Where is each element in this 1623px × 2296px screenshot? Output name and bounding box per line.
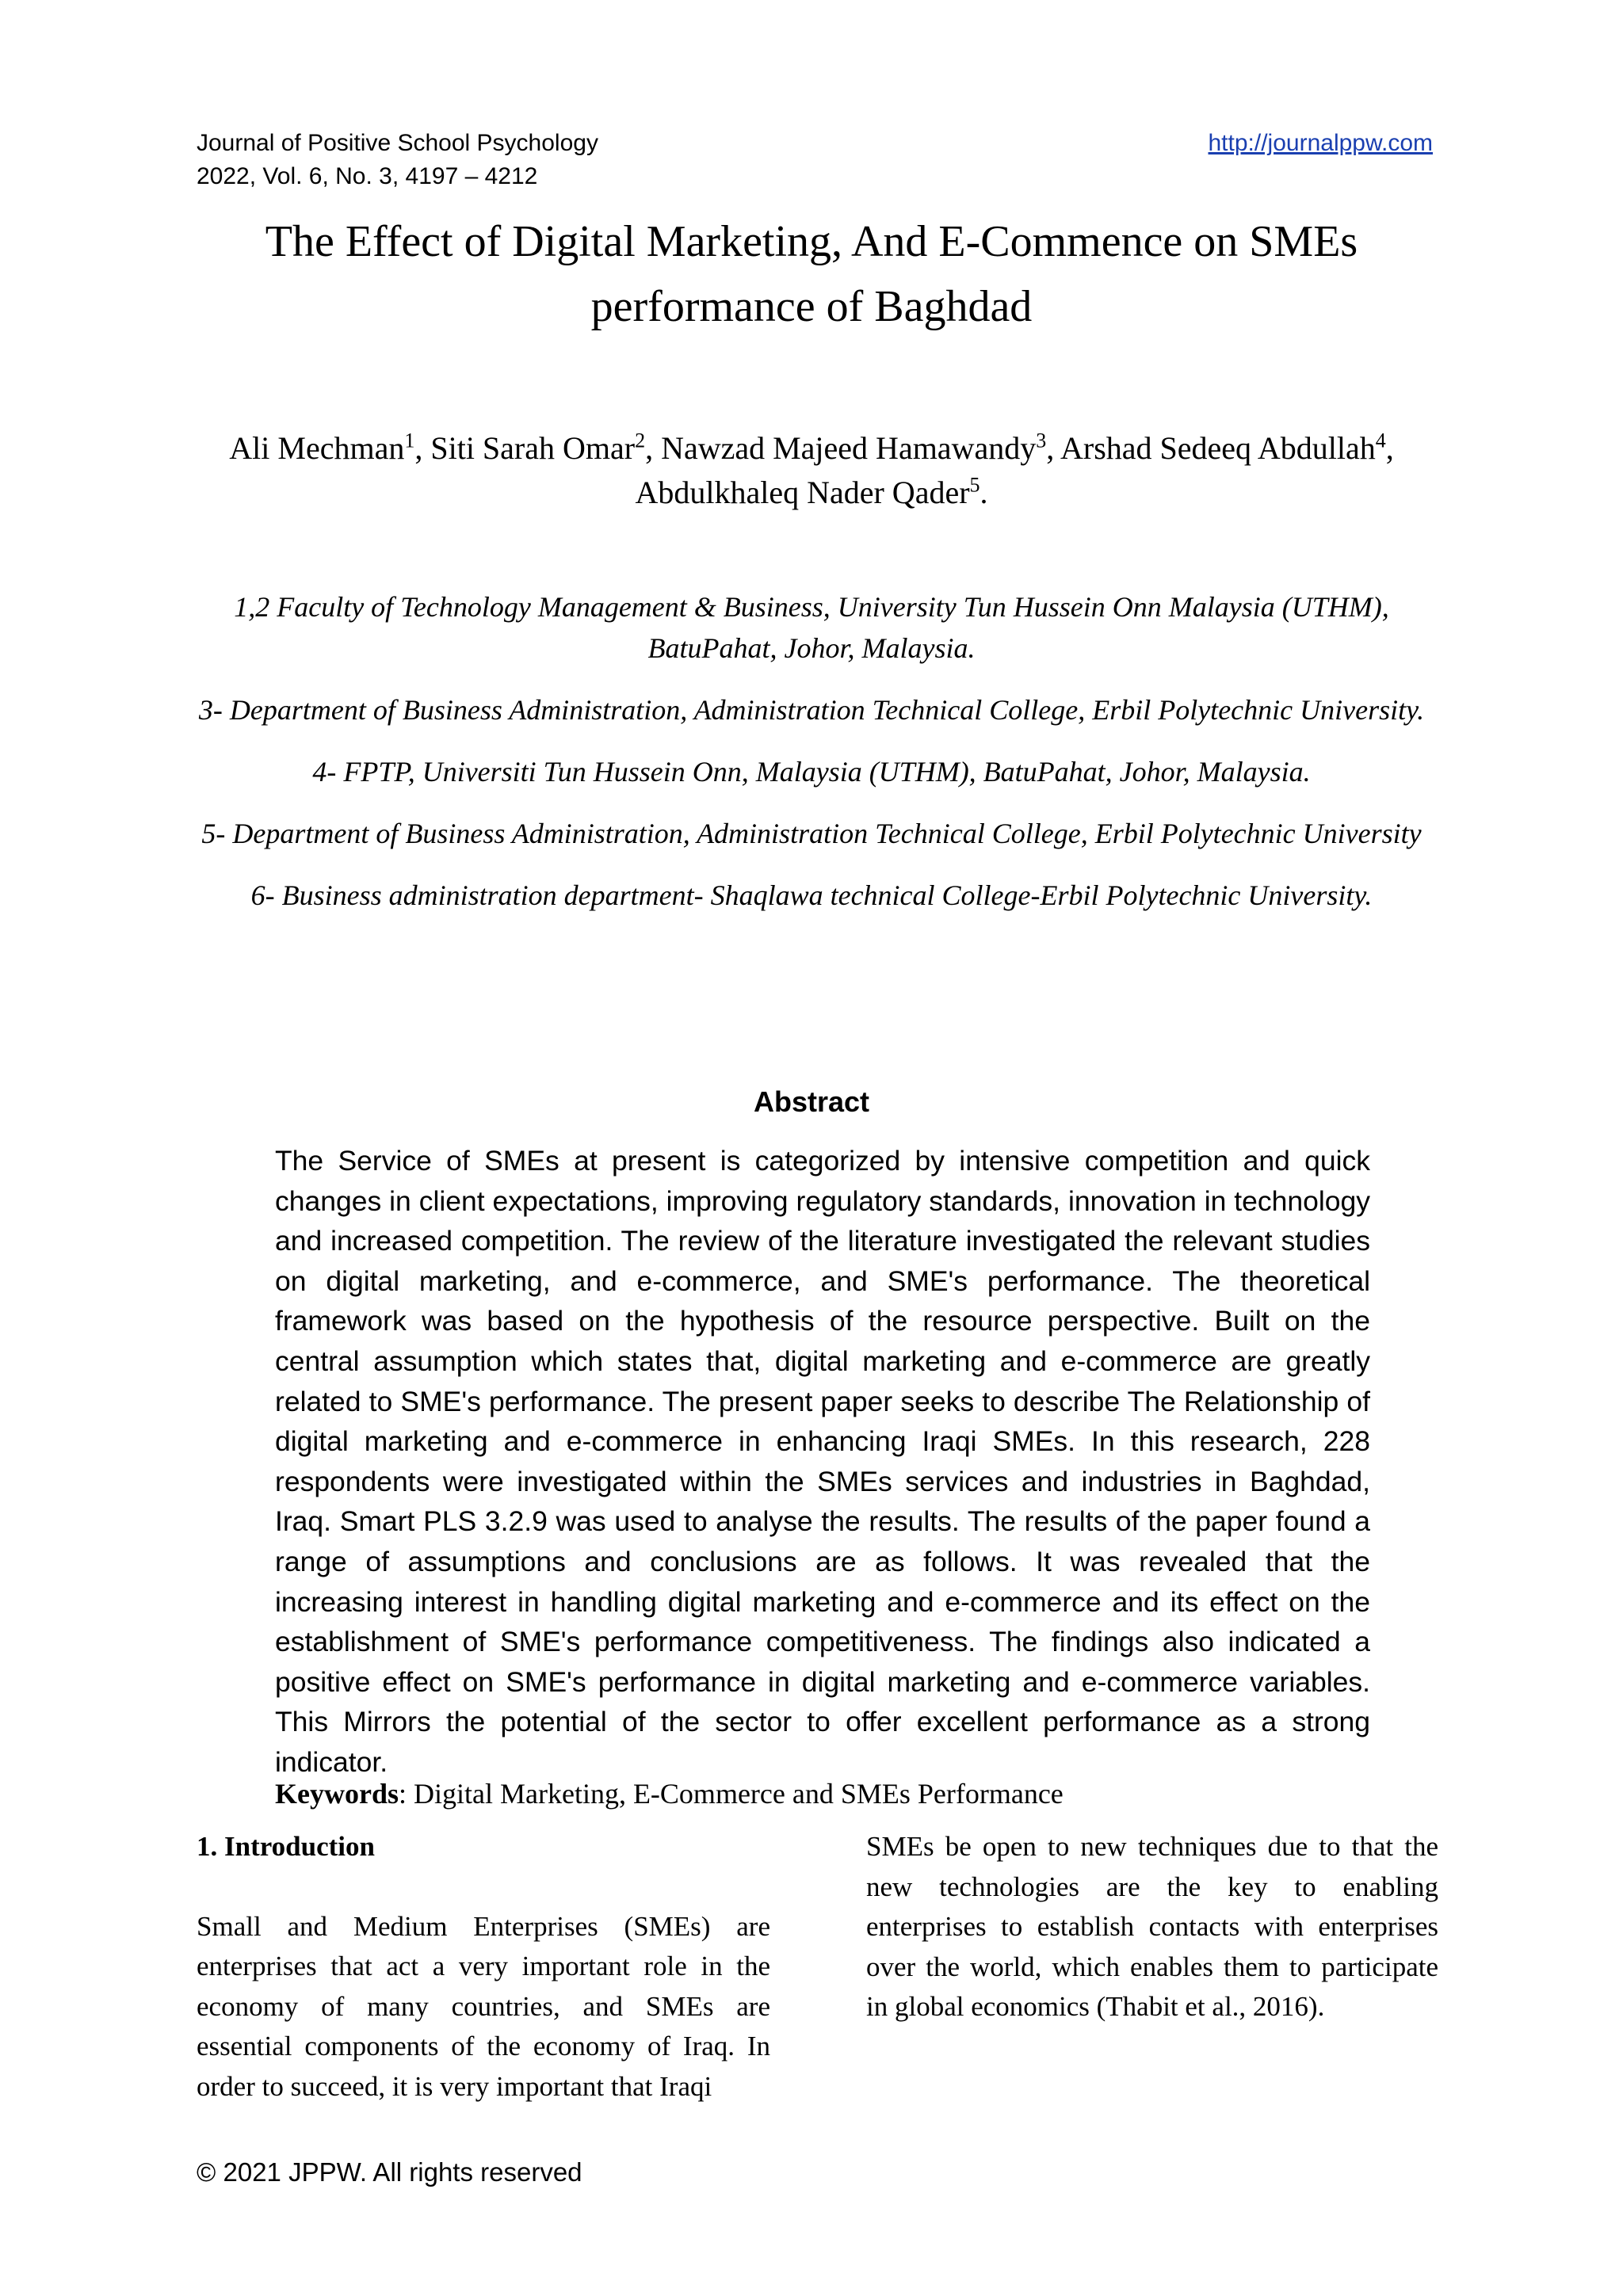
keywords-label: Keywords — [275, 1778, 399, 1810]
affiliation-item: 3- Department of Business Administration, Administration Technical College, Erbil Polytechnic University. — [198, 694, 1425, 726]
author-affiliation-marker: 1 — [404, 429, 415, 452]
copyright-footer: © 2021 JPPW. All rights reserved — [197, 2157, 582, 2187]
keywords-text: : Digital Marketing, E-Commerce and SMEs Performance — [399, 1778, 1064, 1810]
author-name: Abdulkhaleq Nader Qader — [635, 475, 970, 510]
abstract-text: The Service of SMEs at present is categorized by intensive competition and quick changes in client expectations, improving regulatory standards, innovation in technology and increased competition. The review of the literature investigated the relevant studies on digital marketing, and e-commerce, and SME's performance. The theoretical framework was based on the hypothesis of the resource perspective. Built on the central assumption which states that, digital marketing and e-commerce are greatly related to SME's performance. The present paper seeks to describe The Relationship of digital marketing and e-commerce in enhancing Iraqi SMEs. In this research, 228 respondents were investigated within the SMEs services and industries in Baghdad, Iraq. Smart PLS 3.2.9 was used to analyse the results. The results of the paper found a range of assumptions and conclusions are as follows. It was revealed that the increasing interest in handling digital marketing and e-commerce and its effect on the establishment of SME's performance competitiveness. The findings also indicated a positive effect on SME's performance in digital marketing and e-commerce variables. This Mirrors the potential of the sector to offer excellent performance as a strong indicator. — [275, 1145, 1370, 1778]
author-name: Nawzad Majeed Hamawandy — [661, 430, 1037, 466]
introduction-paragraph-continued: SMEs be open to new techniques due to that the new technologies are the key to enabling enterprises to establish contacts with enterprises over the world, which enables them to participate in global economics (Thabit et al., 2016). — [866, 1831, 1438, 2022]
introduction-paragraph: Small and Medium Enterprises (SMEs) are enterprises that act a very important role in the economy of many countries, and SMEs are essential components of the economy of Iraq. In order to succeed, it is very important that Iraqi — [197, 1910, 770, 2102]
affiliation-item: 4- FPTP, Universiti Tun Hussein Onn, Malaysia (UTHM), BatuPahat, Johor, Malaysia. — [312, 756, 1311, 788]
author-affiliation-marker: 5 — [969, 473, 980, 497]
author-separator: , — [645, 430, 662, 466]
journal-name: Journal of Positive School Psychology — [197, 130, 598, 156]
author-affiliation-marker: 4 — [1375, 429, 1386, 452]
journal-header — [197, 127, 598, 193]
paper-title-line-1: The Effect of Digital Marketing, And E-Commence on SMEs — [265, 217, 1358, 266]
affiliation-item: 1,2 Faculty of Technology Management & Business, University Tun Hussein Onn Malaysia (UTHM), BatuPahat, Johor, Malaysia. — [234, 591, 1389, 664]
paper-title — [158, 209, 1465, 339]
author-name: Arshad Sedeeq Abdullah — [1060, 430, 1376, 466]
journal-url-link[interactable]: http://journalppw.com — [1208, 130, 1433, 156]
author-affiliation-marker: 2 — [635, 429, 646, 452]
author-separator: , — [414, 430, 431, 466]
author-affiliation-marker: 3 — [1036, 429, 1047, 452]
introduction-heading: 1. Introduction — [197, 1831, 375, 1862]
keywords-line — [275, 1775, 1064, 1813]
affiliation-list — [174, 586, 1449, 936]
abstract-heading: Abstract — [753, 1085, 870, 1118]
author-name: Ali Mechman — [229, 430, 405, 466]
affiliation-item: 5- Department of Business Administration, Administration Technical College, Erbil Polytechnic University — [201, 818, 1422, 849]
author-list — [158, 426, 1465, 515]
paper-title-line-2: performance of Baghdad — [590, 282, 1033, 331]
introduction-right-column — [866, 1827, 1438, 2027]
author-separator: , — [1046, 430, 1060, 466]
author-name: Siti Sarah Omar — [430, 430, 636, 466]
journal-issue: 2022, Vol. 6, No. 3, 4197 – 4212 — [197, 163, 538, 189]
affiliation-item: 6- Business administration department- Shaqlawa technical College-Erbil Polytechnic University. — [250, 879, 1373, 911]
author-separator: . — [980, 475, 988, 510]
author-separator: , — [1385, 430, 1394, 466]
introduction-left-column — [197, 1827, 770, 2107]
